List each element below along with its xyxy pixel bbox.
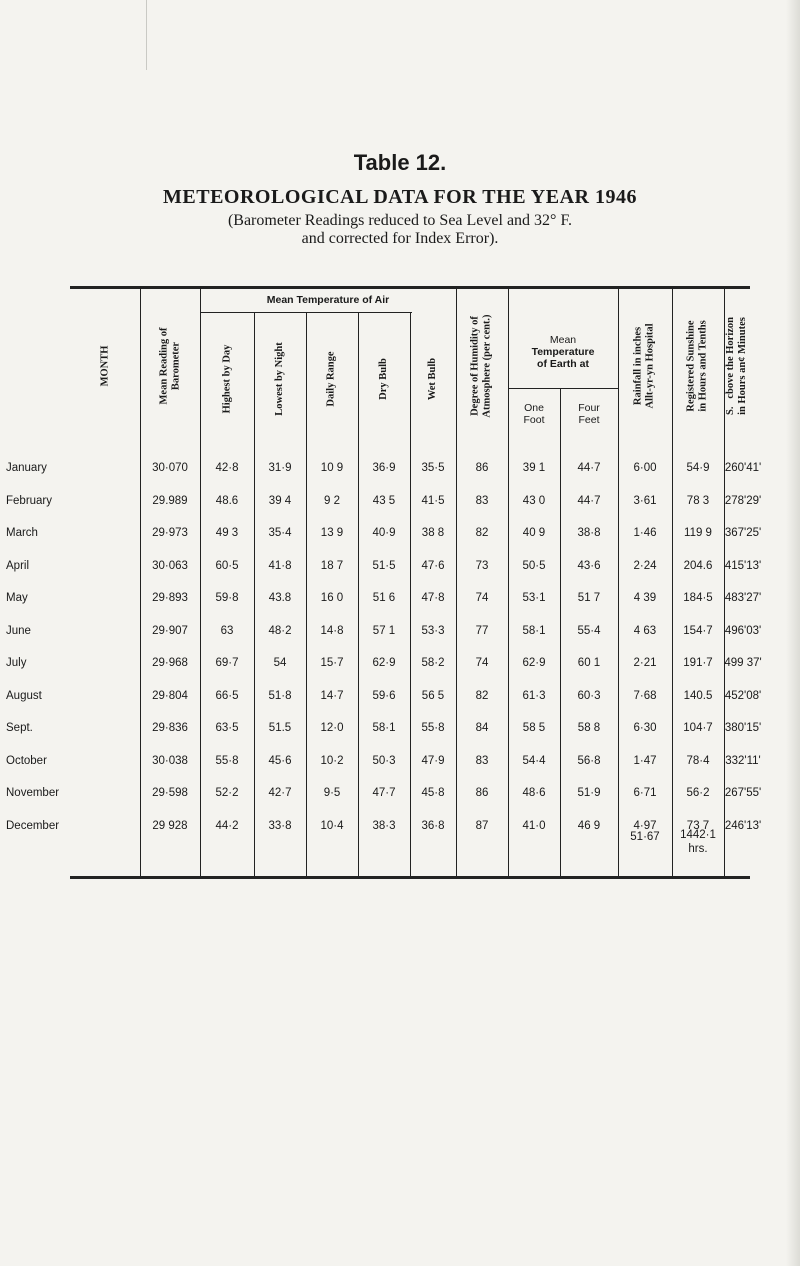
cell-month: June [6,624,31,637]
cell-barometer: 29·968 [152,657,188,669]
header-sunshine-label [686,320,710,411]
cell-month: August [6,689,42,702]
table-row [6,483,762,519]
cell-range: 18 7 [320,559,344,572]
cell-rain: 3·61 [633,494,657,507]
cell-range: 10 9 [320,462,344,474]
cell-wet: 45·8 [421,787,445,799]
header-four-feet-line-1: Four [578,402,600,414]
cell-range: 9 2 [324,494,340,507]
cell-barometer: 29·973 [152,527,188,539]
cell-earth1: 43 0 [522,494,546,507]
cell-rain: 4·97 [633,819,657,832]
cell-rain: 2·24 [633,559,657,572]
header-barometer [140,286,200,446]
cell-humidity: 73 [475,559,489,572]
header-rainfall [618,286,672,446]
table-row [6,580,762,616]
cell-highest: 48.6 [215,494,239,507]
cell-month: March [6,527,38,539]
cell-earth4: 60 1 [577,657,601,669]
subtitle-line-2: and corrected for Index Error). [301,230,499,247]
total-rainfall: 51·67 [630,831,660,843]
total-sunshine-unit: hrs. [688,843,708,855]
cell-earth1: 54·4 [522,754,546,767]
header-one-foot-line-2: Foot [523,414,545,426]
cell-highest: 52·2 [215,787,239,799]
header-lowest-by-night [254,312,306,446]
header-sunshine-line-2: in Hours and Tenths [698,320,709,412]
cell-month: December [6,819,60,832]
scan-crease [146,0,147,70]
header-sun-above-line-2: in Hours an¢ Minutes [737,317,748,415]
header-month [70,286,140,446]
cell-above: 499 37' [724,657,762,669]
cell-wet: 35·5 [421,462,445,474]
cell-earth1: 41·0 [522,819,546,832]
cell-rain: 6·30 [633,722,657,734]
header-earth-temp [508,334,618,370]
cell-range: 13 9 [320,527,344,539]
cell-humidity: 82 [475,527,489,539]
cell-range: 12·0 [320,722,344,734]
cell-wet: 38 8 [421,527,445,539]
cell-highest: 60·5 [215,559,239,572]
cell-lowest: 51·8 [268,689,292,702]
table-row [6,710,762,746]
cell-dry: 47·7 [372,787,396,799]
cell-barometer: 30·063 [152,559,188,572]
header-month-label: MONTH [99,345,110,387]
cell-rain: 1·46 [633,527,657,539]
cell-wet: 56 5 [421,689,445,702]
cell-highest: 59·8 [215,592,239,604]
cell-wet: 53·3 [421,624,445,637]
cell-humidity: 83 [475,754,489,767]
cell-dry: 51 6 [372,592,396,604]
cell-dry: 58·1 [372,722,396,734]
header-mean-temp-air: Mean Temperature of Air [266,294,390,306]
header-sun-above-line-1: S. сbove the Horizon [725,317,736,415]
cell-lowest: 39 4 [268,494,292,507]
cell-above: 246'13' [724,819,762,832]
header-four-feet-line-2: Feet [578,414,600,426]
cell-wet: 36·8 [421,819,445,832]
header-highest-by-day-label: Highest by Day [221,344,232,414]
cell-above: 367'25' [724,527,762,539]
header-dry-bulb-label: Dry Bulb [378,358,389,400]
cell-above: 415'13' [724,559,762,572]
cell-range: 14·7 [320,689,344,702]
cell-sun: 54·9 [686,462,710,474]
cell-above: 332'11' [725,754,761,767]
table-number: Table 12. [353,150,447,175]
cell-highest: 49 3 [215,527,239,539]
earth-temp-subheader-rule [508,388,618,389]
header-one-foot-line-1: One [524,402,544,414]
cell-lowest: 43.8 [268,592,292,604]
header-earth-temp-line-3: of Earth at [537,358,589,370]
cell-wet: 47·6 [421,559,445,572]
cell-lowest: 54 [273,657,287,669]
cell-month: May [6,592,28,604]
table-row [6,450,762,486]
header-daily-range-label: Daily Range [326,351,337,407]
header-highest-by-day [200,312,254,446]
cell-barometer: 30·070 [152,462,188,474]
table-row [6,775,762,811]
header-sunshine [672,286,724,446]
cell-highest: 69·7 [215,657,239,669]
cell-humidity: 74 [475,592,489,604]
cell-sun: 104·7 [683,722,713,734]
cell-highest: 42·8 [215,462,239,474]
header-one-foot [508,402,560,426]
cell-earth1: 53·1 [522,592,546,604]
cell-dry: 36·9 [372,462,396,474]
cell-earth1: 40 9 [522,527,546,539]
cell-earth4: 58 8 [577,722,601,734]
cell-humidity: 77 [475,624,489,637]
header-wet-bulb-label: Wet Bulb [427,357,438,401]
cell-wet: 58·2 [421,657,445,669]
header-dry-bulb [358,312,410,446]
cell-wet: 55·8 [421,722,445,734]
header-sunshine-line-1: Registered Sunshine [686,320,697,412]
cell-earth4: 38·8 [577,527,601,539]
cell-sun: 119 9 [684,527,712,539]
page-title: METEOROLOGICAL DATA FOR THE YEAR 1946 [163,186,637,208]
cell-wet: 47·9 [421,754,445,767]
cell-lowest: 35·4 [268,527,292,539]
cell-above: 267'55' [724,787,762,799]
header-daily-range [306,312,358,446]
cell-range: 16 0 [320,592,344,604]
cell-sun: 78 3 [686,494,710,507]
table-row [6,678,762,714]
cell-barometer: 29·804 [152,689,188,702]
header-wet-bulb [410,312,456,446]
table-row [6,515,762,551]
cell-sun: 56·2 [686,787,710,799]
cell-earth4: 60·3 [577,689,601,702]
cell-sun: 78·4 [686,754,710,767]
cell-humidity: 83 [475,494,489,507]
cell-month: July [6,657,27,669]
meteorological-table [6,286,762,878]
header-lowest-by-night-label: Lowest by Night [274,342,286,416]
cell-earth4: 44·7 [577,462,601,474]
cell-month: February [6,494,53,507]
cell-sun: 184·5 [683,592,713,604]
header-sun-above-horizon-label [725,317,749,415]
cell-sun: 191·7 [683,657,713,669]
header-humidity-line-1: Degree of Humidity of [470,316,482,416]
header-humidity [456,286,508,446]
subtitle [0,212,800,248]
cell-humidity: 86 [475,787,489,799]
cell-highest: 63 [220,624,234,637]
header-rainfall-line-2: Allt-yr-yn Hospital [645,323,657,409]
total-sunshine [672,828,724,856]
cell-month: October [6,754,47,767]
cell-earth4: 51·9 [577,787,601,799]
cell-humidity: 84 [475,722,489,734]
cell-range: 10·2 [320,754,344,767]
cell-highest: 63·5 [215,722,239,734]
cell-barometer: 29·893 [152,592,188,604]
cell-highest: 66·5 [215,689,239,702]
cell-lowest: 45·6 [268,754,292,767]
cell-dry: 43 5 [372,494,396,507]
cell-dry: 50·3 [372,754,396,767]
cell-sun: 140.5 [683,689,713,702]
cell-above: 278'29' [724,494,762,507]
cell-rain: 4 63 [633,624,657,637]
header-four-feet [560,402,618,426]
cell-rain: 1·47 [633,754,657,767]
cell-humidity: 82 [475,689,489,702]
cell-dry: 57 1 [372,624,396,637]
cell-range: 9·5 [323,787,341,799]
cell-above: 452'08' [724,689,762,702]
cell-earth4: 56·8 [577,754,601,767]
cell-above: 260'41' [724,462,762,474]
header-barometer-label [158,328,182,405]
cell-humidity: 87 [475,819,489,832]
cell-earth1: 39 1 [522,462,546,474]
total-sunshine-value: 1442·1 [680,829,716,841]
cell-barometer: 29.989 [152,494,188,507]
cell-humidity: 86 [475,462,489,474]
cell-earth1: 62·9 [522,657,546,669]
cell-earth1: 58 5 [522,722,546,734]
cell-above: 380'15' [724,722,762,734]
cell-barometer: 30·038 [152,754,188,767]
header-barometer-line-2: Barometer [170,341,181,391]
cell-rain: 4 39 [633,592,657,604]
cell-barometer: 29·598 [152,787,188,799]
cell-earth1: 61·3 [522,689,546,702]
header-barometer-line-1: Mean Reading of [158,327,169,405]
cell-lowest: 51.5 [268,722,292,734]
cell-dry: 40·9 [372,527,396,539]
cell-earth4: 51 7 [577,592,601,604]
cell-earth1: 50·5 [522,559,546,572]
header-earth-temp-line-2: Temperature [531,346,595,358]
cell-rain: 2·21 [633,657,657,669]
table-row [6,743,761,779]
cell-highest: 44·2 [215,819,239,832]
cell-wet: 41·5 [421,494,445,507]
cell-earth1: 48·6 [522,787,546,799]
cell-lowest: 31·9 [268,462,292,474]
cell-sun: 154·7 [683,624,713,637]
header-humidity-label [470,314,494,417]
cell-sun: 204.6 [683,559,713,572]
cell-range: 15·7 [320,657,344,669]
cell-wet: 47·8 [421,592,445,604]
cell-month: Sept. [6,722,33,734]
cell-barometer: 29 928 [152,819,188,832]
cell-dry: 59·6 [372,689,396,702]
table-row [6,613,762,649]
table-row [6,548,762,584]
cell-humidity: 74 [475,657,489,669]
cell-earth4: 43·6 [577,559,601,572]
table-row [6,645,762,681]
subtitle-line-1: (Barometer Readings reduced to Sea Level and 32° F. [227,212,573,229]
cell-sun: 73 7 [686,819,710,832]
cell-rain: 6·71 [633,787,657,799]
cell-earth1: 58·1 [522,624,546,637]
cell-highest: 55·8 [215,754,239,767]
header-sun-above-horizon [724,286,750,446]
cell-barometer: 29·907 [152,624,188,637]
cell-rain: 7·68 [633,689,657,702]
header-rainfall-label [633,323,657,408]
cell-month: April [6,559,30,572]
header-earth-temp-line-1: Mean [549,334,577,346]
cell-range: 14·8 [320,624,344,637]
cell-dry: 38·3 [372,819,396,832]
cell-above: 483'27' [724,592,762,604]
header-humidity-line-2: Atmosphere (per cent.) [482,314,494,418]
cell-dry: 62·9 [372,657,396,669]
cell-month: January [6,462,47,474]
cell-lowest: 33·8 [268,819,292,832]
cell-range: 10·4 [320,819,344,832]
cell-lowest: 42·7 [268,787,292,799]
cell-above: 496'03' [724,624,762,637]
cell-rain: 6·00 [633,462,657,474]
header-rainfall-line-1: Rainfall in inches [633,326,645,406]
cell-lowest: 41·8 [268,559,292,572]
cell-month: November [6,787,60,799]
cell-earth4: 44·7 [577,494,601,507]
cell-dry: 51·5 [372,559,396,572]
cell-earth4: 55·4 [577,624,601,637]
cell-earth4: 46 9 [577,819,601,832]
cell-barometer: 29·836 [152,722,188,734]
cell-lowest: 48·2 [268,624,292,637]
